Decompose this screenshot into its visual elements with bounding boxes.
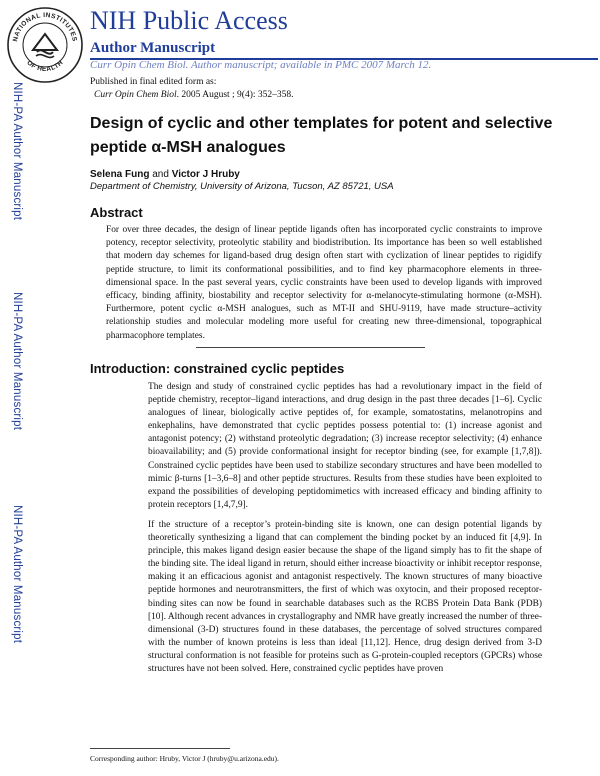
author-name: Selena Fung (90, 169, 150, 180)
author-list (90, 169, 240, 180)
publication-info (90, 76, 294, 102)
body-paragraph: If the structure of a receptor’s protein-binding site is known, one can design potential ligands by theoretically synthesizing a ligand that can complement the binding pocket by an induced fit [4,9]. In principle, this makes ligand design easier because the shape of the ligand simply has to fit the shape of the binding site. The ideal ligand in return, should either increase bioactivity or inhibit receptor response, making it an efficacious agonist and antagonist respectively. The known structures of many bioactive peptide hormones and neurotransmitters, the first of which was oxytocin, and their proposed receptor-binding sites can now be found in searchable databases such as the RCBS Protein Data Bank (PDB) [10]. Although recent advances in crystallography and NMR have greatly increased the number of three-dimensional (3-D) structures found in these databases, the percentage of solved structures compared with the number of known proteins is less than ideal [11,12]. Hence, drug design derived from 3-D structural conformation is not feasible for proteins such as G-protein-coupled receptors (GPCRs) whose structures have not been solved. Here, constrained cyclic peptides have proven (148, 520, 542, 675)
author-affiliation: Department of Chemistry, University of Arizona, Tucson, AZ 85721, USA (90, 181, 394, 192)
abstract-text: For over three decades, the design of linear peptide ligands often has incorporated cyclic constraints to improve potency, receptor selectivity, proteolytic stability and biodistribution. Its importance has been so well established that modern day schemes for ligand-based drug design often start with cyclization of linear peptides to rigidify peptide structure, to limit its conformational possibilities, and to find key pharmacophore elements in three-dimensional space. In the past several years, cyclic constraints have been used to develop ligands with improved efficacy, binding affinity, biostability and receptor selectivity for α-melanocyte-stimulating hormone (α-MSH). Furthermore, potent cyclic α-MSH analogues, such as MT-II and SHU-9119, have made structure–activity relationship studies and molecular modeling more useful for creating new three-dimensional, topographical pharmacophore templates. (106, 225, 542, 341)
abstract-divider (196, 347, 425, 348)
article-title: Design of cyclic and other templates for potent and selective peptide α-MSH analogues (90, 115, 553, 156)
published-label: Published in final edited form as: (90, 77, 217, 87)
introduction-heading: Introduction: constrained cyclic peptides (90, 361, 345, 376)
seal-top-text: NATIONAL INSTITUTES (12, 11, 78, 43)
citation-details: . 2005 August ; 9(4): 352–358. (176, 90, 294, 100)
side-label-2: NIH-PA Author Manuscript (11, 292, 23, 431)
side-label-3: NIH-PA Author Manuscript (11, 505, 23, 644)
nih-public-access-title: NIH Public Access (90, 6, 288, 35)
author-joiner: and (152, 169, 169, 180)
nih-seal-logo (6, 6, 84, 84)
corresponding-author-footnote: Corresponding author: Hruby, Victor J (hruby@u.arizona.edu). (90, 754, 279, 763)
journal-availability-line: Curr Opin Chem Biol. Author manuscript; available in PMC 2007 March 12. (90, 59, 432, 71)
seal-bottom-text: OF HEALTH (25, 59, 65, 74)
citation (90, 89, 294, 102)
author-manuscript-label: Author Manuscript (90, 40, 216, 56)
author-name: Victor J Hruby (171, 169, 240, 180)
citation-journal: Curr Opin Chem Biol (94, 90, 177, 100)
footnote-divider (90, 748, 230, 749)
body-paragraph: The design and study of constrained cyclic peptides has had a revolutionary impact in the field of peptide chemistry, receptor–ligand interactions, and drug design in the past three decades [1–6]. Cyclic analogues of linear, biologically active peptides of, for example, somatostatins, melanotropins and enkephalins, have demonstrated that cyclic peptides possess potential to: (1) increase agonist and antagonist potency; (2) withstand proteolytic degradation; (3) increase receptor selectivity; (4) enhance bioavailability; and (5) provide conformational insight for receptor binding (see, for example [1,7,8]). Constrained cyclic peptides have been used to stabilize secondary structures and have been modelled to mimic β-turns [1–3,6–8] and other peptide structures. Results from these studies have been exploited to expand the possibilities of developing peptidomimetics with increased efficacy and binding affinity to protein receptors [1,4,7,9]. (148, 382, 542, 510)
side-label-1: NIH-PA Author Manuscript (11, 82, 23, 221)
abstract-heading: Abstract (90, 205, 143, 220)
